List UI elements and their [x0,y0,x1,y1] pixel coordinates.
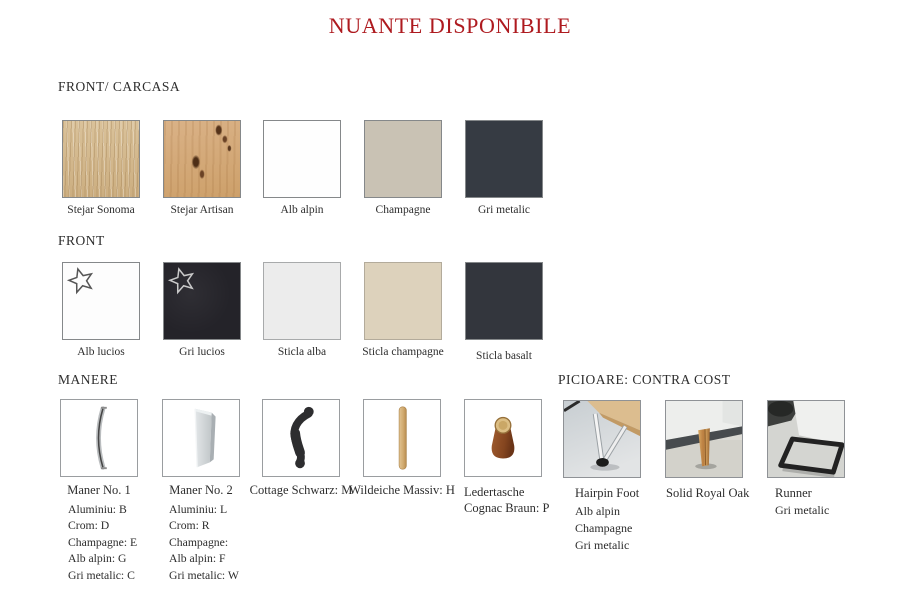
sparkle-star-icon [64,263,99,298]
swatch-alb-alpin [263,120,341,216]
champagne-color [364,120,442,198]
handle-label-line1: Ledertasche [464,485,525,499]
stejar-sonoma-texture [62,120,140,198]
swatch-sticla-champagne [362,262,444,358]
leg-label: Solid Royal Oak [666,486,750,500]
hairpin-leg-photo [564,401,640,477]
alb-lucios-color [62,262,140,340]
wooden-leg-photo [666,401,742,477]
section-header-front: FRONT [58,233,105,248]
section-header-manere: MANERE [58,372,118,387]
handle-maner-no-2 [162,399,240,582]
curved-black-handle-icon [263,400,339,476]
swatch-label: Gri lucios [179,346,225,358]
swatch-gri-metalic [465,120,543,216]
option: Gri metalic: C [68,568,135,582]
section-header-picioare: PICIOARE: CONTRA COST [558,372,731,387]
handle-label-line2: Cognac Braun: P [464,501,550,515]
handle-label: Maner No. 2 [169,483,233,497]
stejar-artisan-texture [163,120,241,198]
option: Champagne: E [68,535,138,549]
leg-hairpin-foot [563,400,641,552]
metal-runner-photo [768,401,844,477]
swatch-label: Sticla basalt [476,350,532,362]
handle-cottage-schwarz [249,399,353,497]
alb-alpin-color [263,120,341,198]
option: Champagne [575,521,633,535]
leather-loop-handle-icon [465,400,541,476]
sticla-champagne-color [364,262,442,340]
sticla-alba-color [263,262,341,340]
solid-royal-oak-image [665,400,743,478]
leg-solid-royal-oak [665,400,750,500]
sparkle-star-icon [165,263,200,298]
maner-no-1-image [60,399,138,477]
handle-options [169,502,239,584]
leg-runner [767,400,845,517]
gri-lucios-color [163,262,241,340]
leg-label: Runner [775,486,812,500]
option: Gri metalic: W [169,568,239,582]
gri-metalic-color [465,120,543,198]
option: Crom: R [169,519,210,533]
swatch-alb-lucios [62,262,140,358]
section-header-front-carcasa: FRONT/ CARCASA [58,79,181,94]
hairpin-foot-image [563,400,641,478]
swatch-gri-lucios [163,262,241,358]
handle-ledertasche [464,399,550,515]
handle-wildeiche-massiv [349,399,455,497]
bar-handle-icon [163,400,239,476]
handle-label: Wildeiche Massiv: H [349,483,455,497]
handle-label: Maner No. 1 [67,483,131,497]
leg-options [575,503,632,554]
swatch-label: Stejar Sonoma [67,204,135,216]
option: Alb alpin: G [68,552,127,566]
swatch-label: Alb alpin [280,204,324,216]
handle-label: Cottage Schwarz: M [249,483,353,497]
swatch-sticla-alba [263,262,341,358]
option: Champagne: [169,535,229,549]
handle-maner-no-1 [60,399,138,582]
swatch-label: Gri metalic [477,204,531,216]
page-title: NUANTE DISPONIBILE [328,13,572,38]
wooden-bar-handle-icon [364,400,440,476]
handle-options [68,502,137,584]
maner-no-2-image [162,399,240,477]
option: Gri metalic [775,503,830,517]
swatch-label: Sticla champagne [362,346,444,358]
swatch-stejar-sonoma [62,120,140,216]
runner-image [767,400,845,478]
swatch-label: Champagne [375,204,431,216]
leg-options [775,502,829,519]
wildeiche-massiv-image [363,399,441,477]
option: Alb alpin: F [169,552,226,566]
option: Crom: D [68,519,110,533]
bow-handle-icon [61,400,137,476]
option: Aluminiu: L [169,503,228,516]
swatch-champagne [364,120,442,216]
leg-label: Hairpin Foot [575,486,640,500]
swatch-label: Alb lucios [77,346,125,358]
swatch-label: Stejar Artisan [170,204,234,216]
swatch-label: Sticla alba [277,346,327,358]
swatch-sticla-basalt [465,262,543,362]
swatch-stejar-artisan [163,120,241,216]
option: Alb alpin [575,504,620,518]
cottage-schwarz-image [262,399,340,477]
sticla-basalt-color [465,262,543,340]
option: Gri metalic [575,538,630,552]
ledertasche-image [464,399,542,477]
option: Aluminiu: B [68,503,127,516]
